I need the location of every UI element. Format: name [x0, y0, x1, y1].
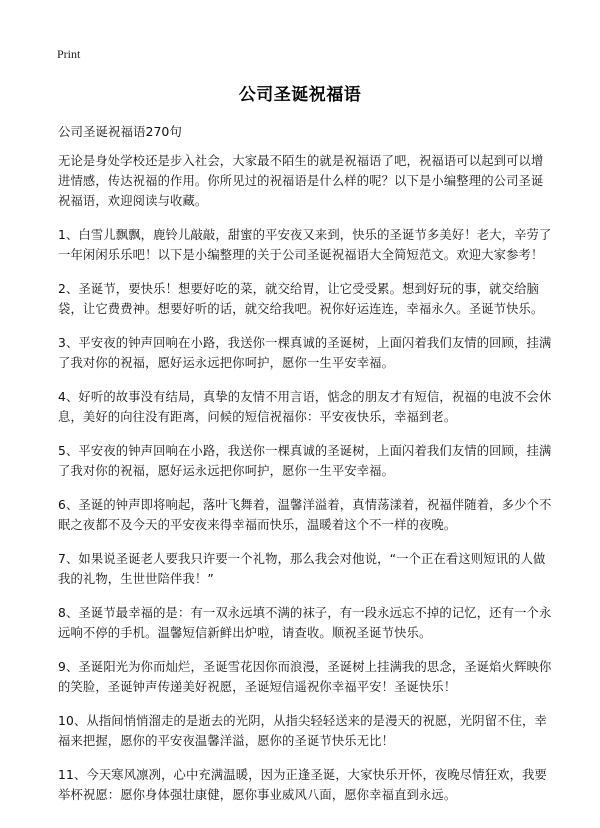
greeting-item: 9、圣诞阳光为你而灿烂，圣诞雪花因你而浪漫，圣诞树上挂满我的思念，圣诞焰火辉映你的笑脸，圣诞钟声传递美好祝愿，圣诞短信遥祝你幸福平安！圣诞快乐！ [58, 660, 552, 694]
greeting-item: 2、圣诞节，要快乐！想要好吃的菜，就交给胃，让它受受累。想到好玩的事，就交给脑袋，让它费费神。想要好听的话，就交给我吧。祝你好运连连，幸福永久。圣诞节快乐。 [58, 282, 544, 316]
greeting-item: 10、从指间悄悄溜走的是逝去的光阴，从指尖轻轻送来的是漫天的祝愿，光阴留不住，幸福来把握，愿你的平安夜温馨洋溢，愿你的圣诞节快乐无比！ [58, 714, 547, 748]
greeting-item: 4、好听的故事没有结局，真挚的友情不用言语，惦念的朋友才有短信，祝福的电波不会休息，美好的向往没有距离，问候的短信祝福你：平安夜快乐，幸福到老。 [58, 390, 552, 424]
greeting-item: 5、平安夜的钟声回响在小路，我送你一棵真诚的圣诞树，上面闪着我们友情的回顾，挂满了我对你的祝福，愿好运永远把你呵护，愿你一生平安幸福。 [58, 444, 552, 478]
greeting-item: 3、平安夜的钟声回响在小路，我送你一棵真诚的圣诞树，上面闪着我们友情的回顾，挂满了我对你的祝福，愿好运永远把你呵护，愿你一生平安幸福。 [58, 336, 552, 370]
print-link[interactable]: Print [57, 47, 81, 61]
greeting-item: 8、圣诞节最幸福的是：有一双永远填不满的袜子，有一段永远忘不掉的记忆，还有一个永远响不停的手机。温馨短信新鲜出炉啦，请查收。顺祝圣诞节快乐。 [58, 606, 552, 640]
intro-paragraph: 无论是身处学校还是步入社会，大家最不陌生的就是祝福语了吧，祝福语可以起到可以增进情感，传达祝福的作用。你所见过的祝福语是什么样的呢？以下是小编整理的公司圣诞祝福语，欢迎阅读与收藏。 [58, 154, 544, 208]
article-body [58, 151, 552, 819]
greeting-item: 1、白雪儿飘飘，鹿铃儿敲敲，甜蜜的平安夜又来到，快乐的圣诞节多美好！老大，辛劳了一年闲闲乐乐吧！以下是小编整理的关于公司圣诞祝福语大全简短范文。欢迎大家参考！ [58, 228, 552, 262]
document-subtitle: 公司圣诞祝福语270句 [58, 124, 182, 139]
greeting-item: 6、圣诞的钟声即将响起，落叶飞舞着，温馨洋溢着，真情荡漾着，祝福伴随着，多少个不眠之夜都不及今天的平安夜来得幸福而快乐，温暖着这个不一样的夜晚。 [58, 498, 552, 532]
greeting-item: 11、今天寒风凛冽，心中充满温暖，因为正逢圣诞，大家快乐开怀，夜晚尽情狂欢，我要举杯祝愿：愿你身体强壮康健，愿你事业威风八面，愿你幸福直到永远。 [58, 768, 547, 802]
greeting-item: 7、如果说圣诞老人要我只许要一个礼物，那么我会对他说，“一个正在看这则短讯的人做我的礼物，生世世陪伴我！” [58, 552, 546, 586]
page-title: 公司圣诞祝福语 [238, 85, 362, 105]
